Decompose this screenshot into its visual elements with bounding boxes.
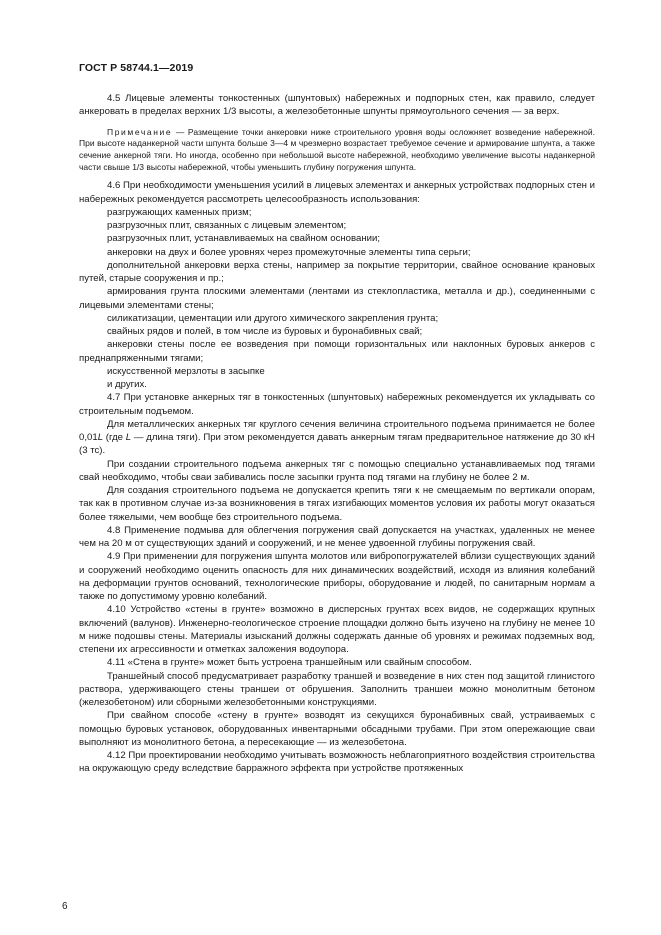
document-body	[79, 92, 595, 776]
list-item: свайных рядов и полей, в том числе из буровых и буронабивных свай;	[107, 326, 423, 338]
paragraph: При создании строительного подъема анкерных тяг с помощью специально устанавливаемых под тягами свай необходимо, чтобы сваи забивались после засыпки грунта под тягами на глубину не более 2 м.	[79, 458, 595, 483]
paragraph-4-10: 4.10 Устройство «стены в грунте» возможно в дисперсных грунтах всех видов, не содержащих крупных включений (валунов). Инженерно-геологическое строение площадки должно быть изучено на глубину не менее 10 м ниже подошвы стены. Материалы изысканий должны содержать данные об уровнях и режимах подземных вод, степени их агрессивности и отметках заложения водоупора.	[79, 604, 595, 656]
text-segment: Для металлических анкерных тяг круглого сечения величина строительного подъема принимается не более 0,01	[79, 418, 595, 444]
paragraph-4-9: 4.9 При применении для погружения шпунта молотов или вибропогружателей вблизи существующих зданий и сооружений необходимо оценить опасность для них динамических воздействий, исходя из влияния колебаний на деформации грунтов оснований, технологические приборы, оборудование и людей, по санитарным нормам а также по допустимому уровню колебаний.	[79, 551, 595, 603]
text-segment: (где	[103, 432, 126, 444]
paragraph-4-12: 4.12 При проектировании необходимо учитывать возможность неблагоприятного воздействия строительства на окружающую среду вследствие барражного эффекта при устройстве протяженных	[79, 750, 595, 775]
paragraph-4-8: 4.8 Применение подмыва для облегчения погружения свай допускается на участках, удаленных не менее чем на 20 м от существующих зданий и сооружений, и не менее удвоенной глубины погружения свай.	[79, 524, 595, 550]
variable-L: L	[97, 432, 104, 444]
note-text: — Размещение точки анкеровки ниже строительного уровня воды осложняет возведение набережной. При высоте наданкерной части шпунта больше 3—4 м чрезмерно возрастает требуемое сечение и армирование шпунта, а также сечение анкерной тяги. Но иногда, особенно при небольшой высоте набережной, необходимо увеличение высоты наданкерной части свыше 1/3 высоты набережной, чтобы уменьшить глубину погружения шпунта.	[79, 126, 595, 172]
list-item: разгружающих каменных призм;	[107, 206, 252, 218]
paragraph: Для создания строительного подъема не допускается крепить тяги к не смещаемым по вертикали опорам, так как в противном случае из-за возникновения в тягах изгибающих моментов условия их работы могут оказаться более тяжелыми, чем вообще без строительного подъема.	[79, 485, 595, 523]
paragraph-4-11: 4.11 «Стена в грунте» может быть устроена траншейным или свайным способом.	[107, 657, 472, 669]
standard-header: ГОСТ Р 58744.1—2019	[79, 62, 194, 74]
paragraph-anchor-rise	[79, 418, 595, 458]
list-item: искусственной мерзлоты в засыпке	[107, 365, 265, 377]
list-item: разгрузочных плит, устанавливаемых на свайном основании;	[107, 233, 381, 245]
paragraph-4-7: 4.7 При установке анкерных тяг в тонкостенных (шпунтовых) набережных рекомендуется их укладывать со строительным подъемом.	[79, 392, 595, 417]
paragraph: Траншейный способ предусматривает разработку траншей и возведение в них стен под защитой глинистого раствора, удерживающего стены траншеи от обрушения. Заполнить траншеи можно монолитным бетоном (железобетоном) или сборными железобетонными конструкциями.	[79, 670, 595, 709]
paragraph: При свайном способе «стену в грунте» возводят из секущихся буронабивных свай, устраиваемых с помощью буровых установок, оборудованных инвентарными обсадными трубами. При этом опережающие сваи выполняют из монолитного бетона, а пересекающие — из железобетона.	[79, 710, 595, 748]
list-item: силикатизации, цементации или другого химического закрепления грунта;	[107, 312, 439, 324]
note-label: Примечание	[107, 126, 173, 137]
text-segment: — длина тяги). При этом рекомендуется давать анкерным тягам предварительное натяжение до 30 кН (3 тс).	[79, 432, 595, 457]
paragraph-4-6: 4.6 При необходимости уменьшения усилий в лицевых элементах и анкерных устройствах подпорных стен и набережных рекомендуется рассмотреть целесообразность использования:	[79, 180, 595, 205]
variable-L: L	[125, 432, 132, 444]
note	[79, 127, 595, 174]
list-item: армирования грунта плоскими элементами (лентами из стеклопластика, металла и др.), соединенными с лицевыми элементами стены;	[79, 286, 595, 311]
page-number: 6	[62, 901, 68, 912]
list-item: разгрузочных плит, связанных с лицевым элементом;	[107, 220, 347, 232]
list-item: дополнительной анкеровки верха стены, например за покрытие территории, свайное основание крановых путей, старые сооружения и пр.;	[79, 259, 595, 285]
list-item: и других.	[107, 379, 147, 391]
list-item: анкеровки на двух и более уровнях через промежуточные элементы типа серьги;	[107, 246, 471, 258]
paragraph-4-5: 4.5 Лицевые элементы тонкостенных (шпунтовых) набережных и подпорных стен, как правило, следует анкеровать в пределах верхних 1/3 высоты, а железобетонные шпунты прямоугольного сечения — за верх.	[79, 93, 595, 118]
list-item: анкеровки стены после ее возведения при помощи горизонтальных или наклонных буровых анкеров с преднапряженными тягами;	[79, 339, 595, 364]
